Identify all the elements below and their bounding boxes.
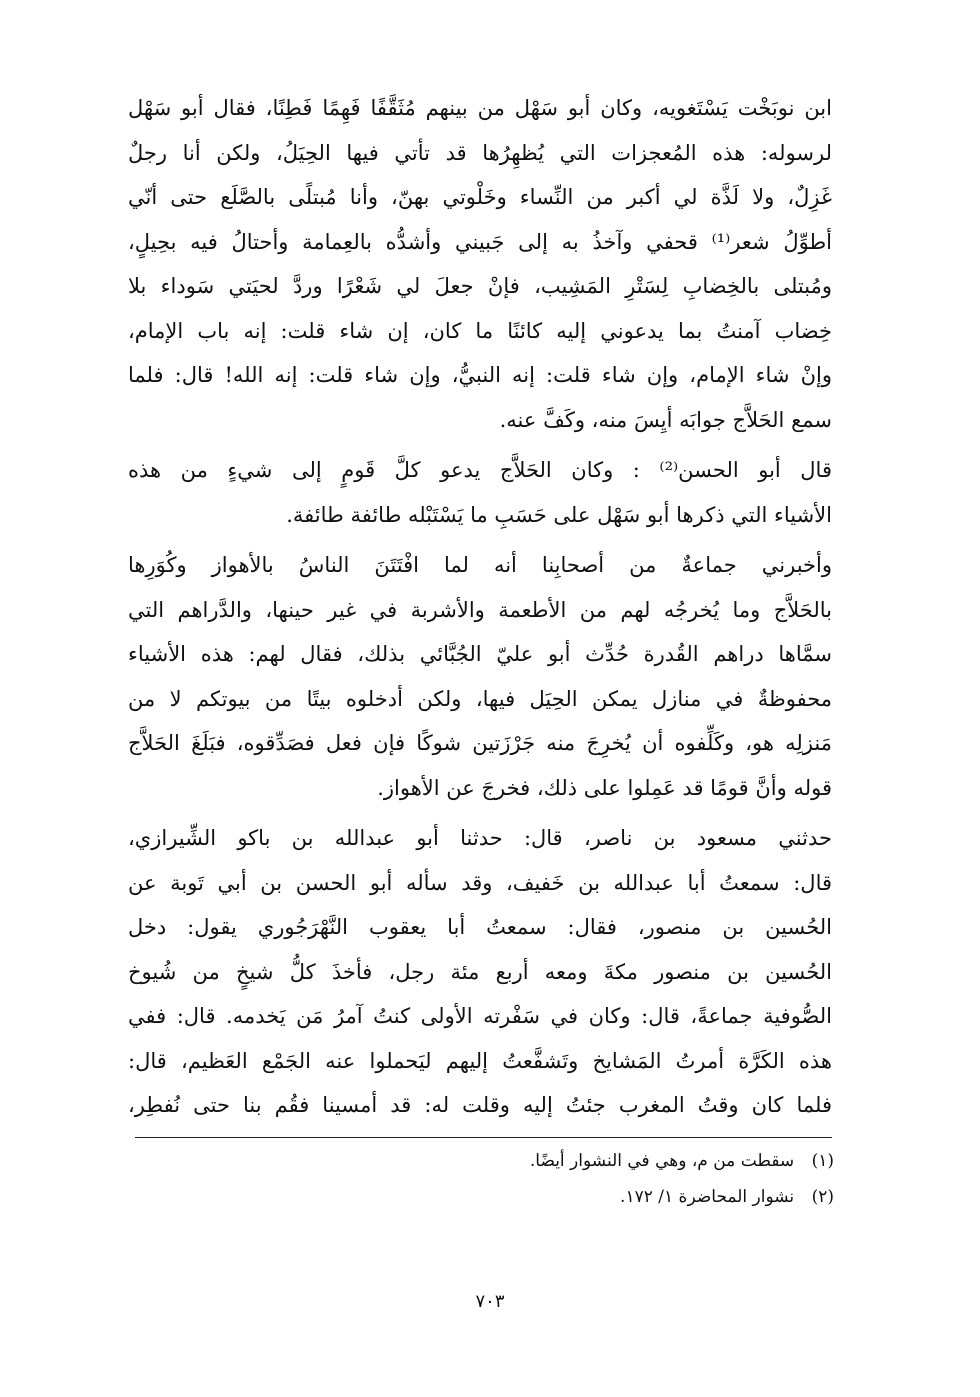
text-line: ابن نوبَخْت يَسْتَغويه، وكان أبو سَهْل من بينهم مُثَقَّفًا فَهِمًا فَطِنًا، فقال أبو سَهْل	[128, 96, 832, 120]
text-line: ومُبتلى بالخِضابِ لِسَتْرِ المَشِيب، فإنْ جعلَ لي شَعْرًا وردَّ لحيَتي سَوداء بلا	[128, 274, 832, 298]
text-line: الصُّوفية جماعةً، قال: وكان في سَفْرته الأولى كنتُ آمرُ مَن يَخدمه. قال: ففي	[128, 1004, 832, 1028]
text-line: سمَّاها دراهم القُدرة حُدِّث أبو عليّ الجُبَّائي بذلك، فقال لهم: هذه الأشياء	[128, 642, 832, 666]
text-line: محفوظةٌ في منازل يمكن الحِيَل فيها، ولكن أدخلوه بيتًا من بيوتكم لا من	[128, 686, 832, 711]
text-line: وإنْ شاء الإمام، وإن شاء قلت: إنه النبيُّ، وإن شاء قلت: إنه الله! قال: فلما	[128, 363, 832, 387]
text-line: حدثني مسعود بن ناصر، قال: حدثنا أبو عبدالله بن باكو الشِّيرازي،	[128, 826, 832, 850]
text-line: فلما كان وقتُ المغرب جئتُ إليه وقلت له: قد أمسينا فقُم بنا حتى نُفطِر،	[128, 1093, 832, 1117]
text-line: هذه الكَرَّة أمرتُ المَشايخ وتَشفَّعتُ إليهم ليَحملوا عنه الجَمْع العَظيم، قال:	[128, 1048, 832, 1073]
text-line: غَزِلٌ، ولا لَذَّة لي أكبر من النِّساء وخَلْوتي بهنّ، وأنا مُبتلًى بالصَّلَع حتى أنّي	[128, 185, 832, 209]
text-line: الحُسين بن منصور، فقال: سمعتُ أبا يعقوب النَّهْرَجُوري يقول: دخل	[128, 915, 832, 939]
text-line: سمع الحَلاَّج جوابَه أيِسَ منه، وكَفَّ عنه.	[499, 407, 832, 432]
text-line: الحُسين بن منصور مكةَ ومعه أربع مئة رجل، فأخذَ كلُّ شيخٍ من شُيوخ	[128, 959, 832, 984]
footnote-number: (١)	[811, 1151, 834, 1171]
footnotes	[200, 1143, 834, 1215]
main-text	[128, 86, 832, 1128]
text-line: وأخبرني جماعةٌ من أصحابِنا أنه لما افْتَتَنَ الناسُ بالأهواز وكُوَرِها	[128, 553, 832, 577]
text-line: لرسوله: هذه المُعجزات التي يُظهِرُها قد تأتي فيها الحِيَلُ، ولكن أنا رجلٌ	[128, 140, 832, 165]
footnote-number: (٢)	[811, 1187, 834, 1207]
text-line: خِضاب آمنتُ بما يدعوني إليه كائنًا ما كان، إن شاء قلت: إنه باب الإمام،	[128, 318, 832, 343]
text-line: قال أبو الحسن⁽²⁾ : وكان الحَلاَّج يدعو كلَّ قَومٍ إلى شيءٍ من هذه	[128, 458, 832, 482]
footnote-text: سقطت من م، وهي في النشوار أيضًا.	[529, 1151, 795, 1171]
footnote-separator	[135, 1137, 832, 1138]
text-line: قال: سمعتُ أبا عبدالله بن خَفيف، وقد سأله أبو الحسن بن أبي تَوبة عن	[128, 870, 832, 895]
text-line: بالحَلاَّج وما يُخرجُه لهم من الأطعمة والأشربة في غير حينها، والدَّراهم التي	[128, 597, 832, 622]
footnote-text: نشوار المحاضرة ١/ ١٧٢.	[620, 1187, 795, 1207]
footnote	[200, 1143, 834, 1179]
text-line: مَنزلِه هو، وكَلِّفوه أن يُخرِجَ منه جَرْزَتين شوكًا فإن فعل فصَدِّقوه، فبَلَغَ الحَلاَّج	[128, 731, 832, 755]
text-line: الأشياء التي ذكرها أبو سَهْل على حَسَبِ ما يَسْتَبْله طائفة طائفة.	[286, 502, 832, 527]
text-line: قوله وأنَّ قومًا قد عَمِلوا على ذلك، فخرجَ عن الأهواز.	[377, 775, 832, 800]
text-line: أطوِّلُ شعر⁽¹⁾ قحفي وآخذُ به إلى جَبيني وأشدُّه بالعِمامة وأحتالُ فيه بحِيلٍ،	[128, 229, 832, 254]
page-number: ٧٠٣	[475, 1291, 505, 1312]
footnote	[200, 1179, 834, 1215]
